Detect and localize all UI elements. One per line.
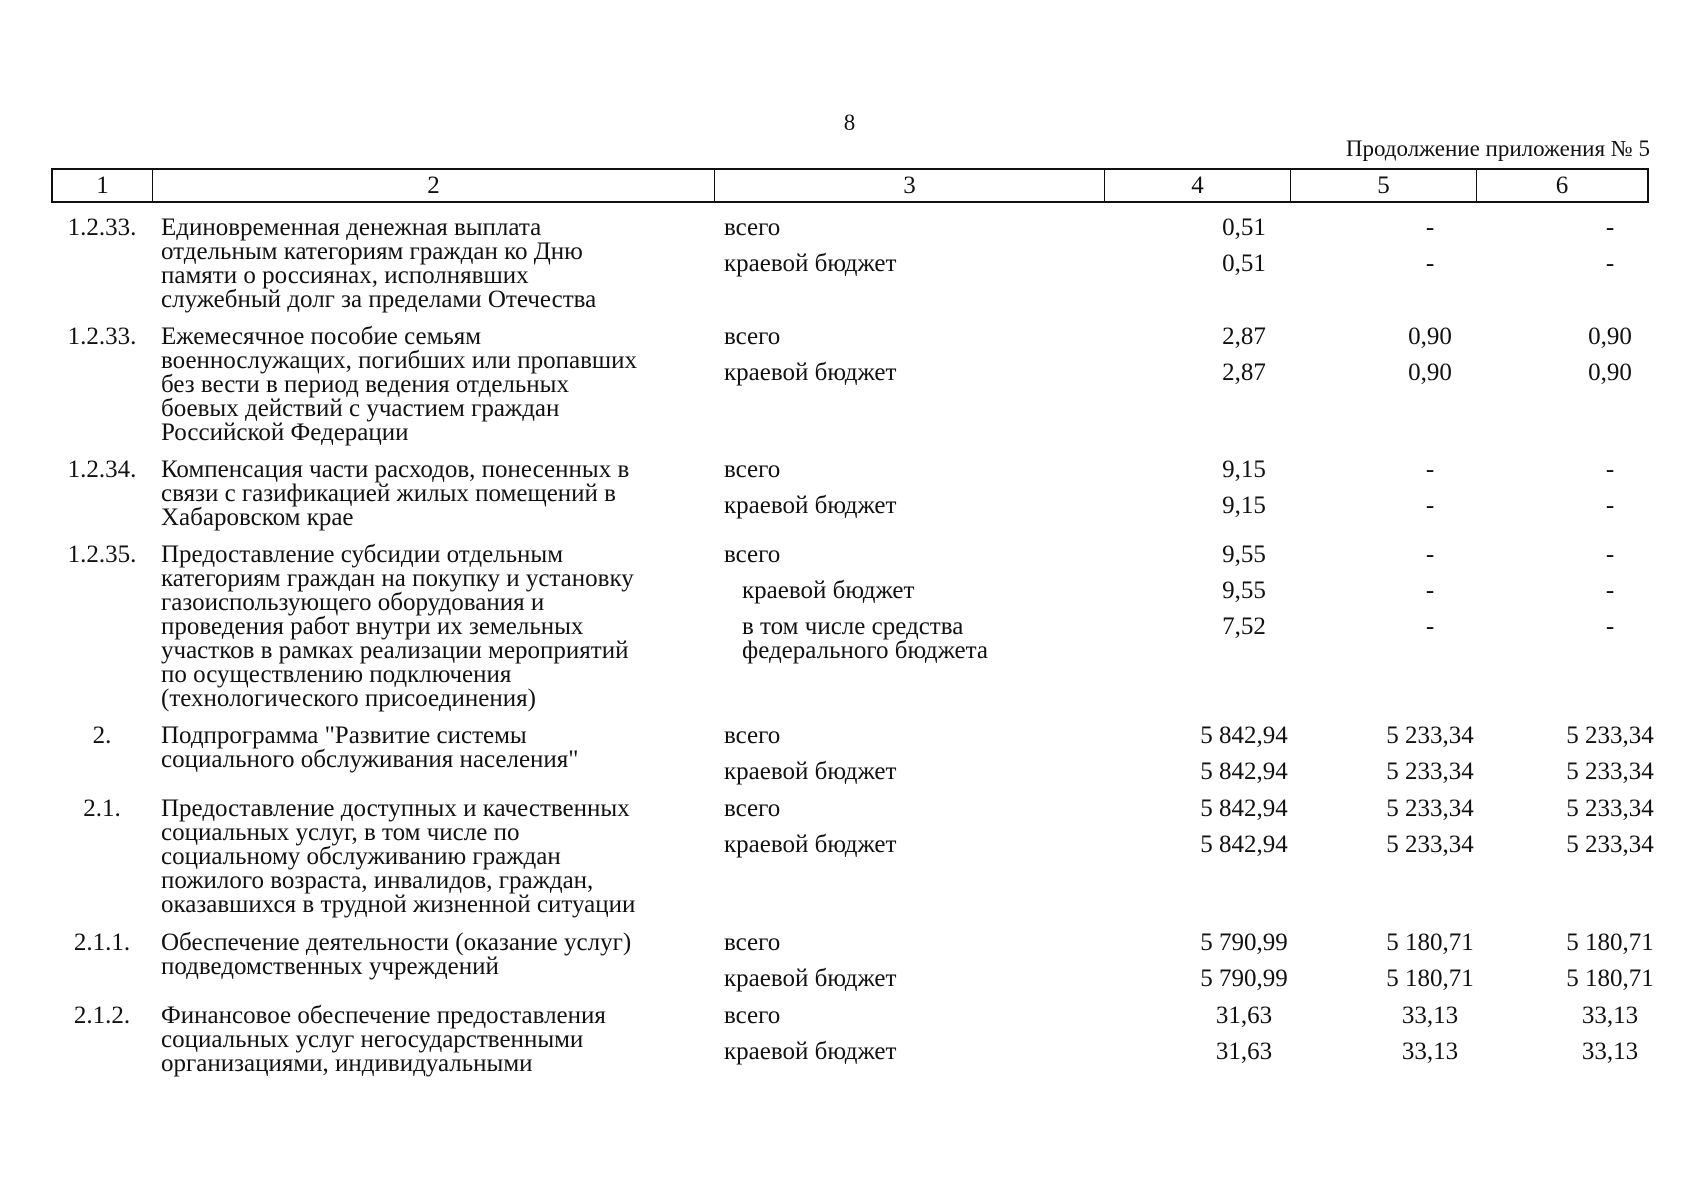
value-col-5: - bbox=[1425, 492, 1435, 519]
value-col-4: 9,15 bbox=[1222, 492, 1266, 519]
funding-source: краевой бюджет bbox=[724, 758, 897, 785]
value-col-6: - bbox=[1605, 456, 1615, 483]
funding-source: всего bbox=[724, 929, 781, 956]
value-col-6: - bbox=[1605, 214, 1615, 241]
value-col-4: 5 842,94 bbox=[1200, 795, 1288, 822]
value-col-6: 33,13 bbox=[1581, 1002, 1639, 1029]
row-description: Финансовое обеспечение предоставления социальных услуг негосударственными организациями, индивидуальными bbox=[161, 1002, 606, 1077]
value-col-5: - bbox=[1425, 456, 1435, 483]
value-col-4: 0,51 bbox=[1222, 250, 1266, 277]
value-col-4: 9,55 bbox=[1222, 541, 1266, 568]
funding-source: всего bbox=[724, 214, 781, 241]
value-col-4: 5 790,99 bbox=[1200, 929, 1288, 956]
value-col-6: 5 233,34 bbox=[1566, 758, 1654, 785]
header-col-5: 5 bbox=[1291, 170, 1477, 201]
value-col-5: - bbox=[1425, 214, 1435, 241]
value-col-5: 5 180,71 bbox=[1386, 929, 1474, 956]
funding-source: краевой бюджет bbox=[724, 250, 897, 277]
value-col-6: - bbox=[1605, 250, 1615, 277]
value-col-4: 5 790,99 bbox=[1200, 965, 1288, 992]
value-col-4: 2,87 bbox=[1222, 359, 1266, 386]
value-col-6: - bbox=[1605, 613, 1615, 640]
value-col-5: 33,13 bbox=[1401, 1002, 1459, 1029]
value-col-6: - bbox=[1605, 492, 1615, 519]
value-col-4: 5 842,94 bbox=[1200, 758, 1288, 785]
value-col-4: 0,51 bbox=[1222, 214, 1266, 241]
value-col-5: 5 233,34 bbox=[1386, 795, 1474, 822]
funding-source: краевой бюджет bbox=[724, 831, 897, 858]
row-description: Обеспечение деятельности (оказание услуг) подведомственных учреждений bbox=[161, 929, 632, 980]
value-col-4: 31,63 bbox=[1215, 1038, 1273, 1065]
value-col-5: 5 233,34 bbox=[1386, 758, 1474, 785]
row-number: 2.1. bbox=[83, 795, 121, 822]
value-col-4: 31,63 bbox=[1215, 1002, 1273, 1029]
header-col-2: 2 bbox=[153, 170, 715, 201]
header-col-4: 4 bbox=[1105, 170, 1291, 201]
value-col-6: 5 180,71 bbox=[1566, 929, 1654, 956]
value-col-5: - bbox=[1425, 577, 1435, 604]
value-col-6: - bbox=[1605, 541, 1615, 568]
value-col-5: 33,13 bbox=[1401, 1038, 1459, 1065]
value-col-5: 0,90 bbox=[1408, 323, 1452, 350]
funding-source: всего bbox=[724, 541, 781, 568]
row-number: 1.2.33. bbox=[67, 323, 137, 350]
funding-source: краевой бюджет bbox=[724, 1038, 897, 1065]
funding-source: краевой бюджет bbox=[724, 965, 897, 992]
row-number: 2. bbox=[92, 722, 112, 749]
value-col-5: - bbox=[1425, 613, 1435, 640]
funding-source: всего bbox=[724, 795, 781, 822]
value-col-5: 5 233,34 bbox=[1386, 722, 1474, 749]
funding-source: краевой бюджет bbox=[742, 577, 915, 604]
funding-source: всего bbox=[724, 323, 781, 350]
value-col-4: 9,55 bbox=[1222, 577, 1266, 604]
value-col-4: 2,87 bbox=[1222, 323, 1266, 350]
value-col-5: 5 180,71 bbox=[1386, 965, 1474, 992]
value-col-6: 5 180,71 bbox=[1566, 965, 1654, 992]
value-col-5: - bbox=[1425, 541, 1435, 568]
value-col-6: 5 233,34 bbox=[1566, 831, 1654, 858]
value-col-4: 7,52 bbox=[1222, 613, 1266, 640]
value-col-6: 0,90 bbox=[1588, 359, 1632, 386]
row-description: Предоставление субсидии отдельным категориям граждан на покупку и установку газоиспользующего оборудования и проведения работ внутри их земельных участков в рамках реализации мероприятий по осуществлению подключения (технологического присоединения) bbox=[161, 541, 634, 712]
header-col-6: 6 bbox=[1555, 172, 1569, 199]
header-col-1: 1 bbox=[53, 170, 153, 201]
funding-source: в том числе средства федерального бюджета bbox=[742, 613, 988, 664]
value-col-5: - bbox=[1425, 250, 1435, 277]
value-col-6: - bbox=[1605, 577, 1615, 604]
row-number: 1.2.33. bbox=[67, 214, 137, 241]
row-description: Компенсация части расходов, понесенных в связи с газификацией жилых помещений в Хабаровском крае bbox=[161, 456, 630, 531]
funding-source: всего bbox=[724, 456, 781, 483]
row-description: Ежемесячное пособие семьям военнослужащих, погибших или пропавших без вести в период ведения отдельных боевых действий с участием граждан Российской Федерации bbox=[161, 323, 638, 446]
value-col-5: 5 233,34 bbox=[1386, 831, 1474, 858]
value-col-6: 5 233,34 bbox=[1566, 722, 1654, 749]
funding-source: краевой бюджет bbox=[724, 359, 897, 386]
row-number: 1.2.35. bbox=[67, 541, 137, 568]
row-description: Единовременная денежная выплата отдельным категориям граждан ко Дню памяти о россиянах, исполнявших служебный долг за пределами Отечества bbox=[161, 214, 597, 313]
funding-source: всего bbox=[724, 1002, 781, 1029]
table-header bbox=[51, 168, 1649, 203]
funding-source: краевой бюджет bbox=[724, 492, 897, 519]
header-col-3: 3 bbox=[715, 170, 1105, 201]
row-number: 1.2.34. bbox=[67, 456, 137, 483]
value-col-4: 9,15 bbox=[1222, 456, 1266, 483]
continuation-note: Продолжение приложения № 5 bbox=[1345, 136, 1650, 161]
value-col-5: 0,90 bbox=[1408, 359, 1452, 386]
row-number: 2.1.2. bbox=[73, 1002, 131, 1029]
value-col-6: 0,90 bbox=[1588, 323, 1632, 350]
value-col-6: 5 233,34 bbox=[1566, 795, 1654, 822]
row-number: 2.1.1. bbox=[73, 929, 131, 956]
funding-source: всего bbox=[724, 722, 781, 749]
value-col-6: 33,13 bbox=[1581, 1038, 1639, 1065]
value-col-4: 5 842,94 bbox=[1200, 722, 1288, 749]
row-description: Предоставление доступных и качественных социальных услуг, в том числе по социальному обслуживанию граждан пожилого возраста, инвалидов, граждан, оказавшихся в трудной жизненной ситуации bbox=[161, 795, 636, 918]
row-description: Подпрограмма "Развитие системы социального обслуживания населения" bbox=[161, 722, 579, 773]
page-number: 8 bbox=[843, 110, 856, 135]
value-col-4: 5 842,94 bbox=[1200, 831, 1288, 858]
